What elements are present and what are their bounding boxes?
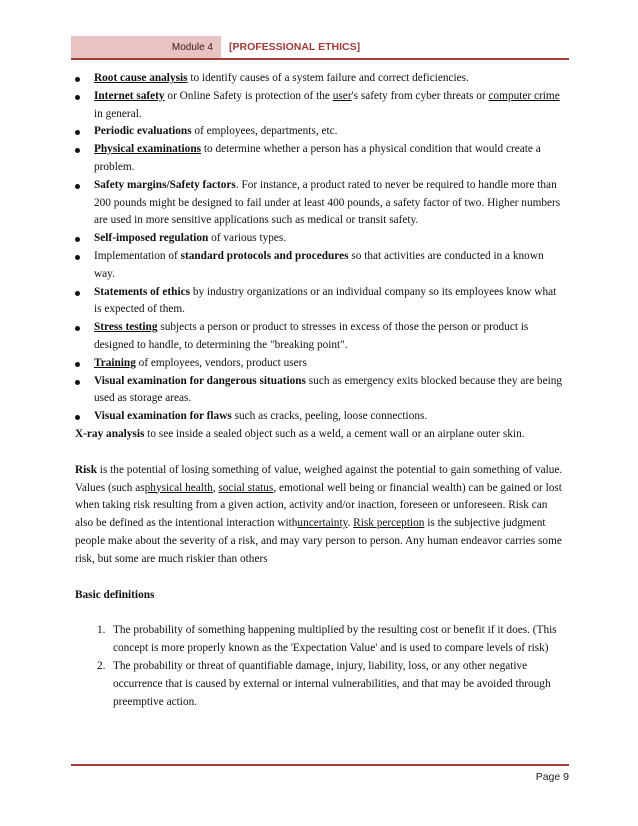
bullet-icon: [75, 291, 80, 296]
list-item: Implementation of standard protocols and procedures so that activities are conducted in a known way.: [75, 248, 565, 284]
bullet-icon: [75, 77, 80, 82]
module-label: Module 4: [71, 36, 221, 58]
term: Visual examination for flaws: [94, 410, 232, 423]
link-computer-crime[interactable]: computer crime: [488, 89, 560, 102]
list-item: Internet safety or Online Safety is protection of the user's safety from cyber threats or computer crime in general.: [75, 88, 565, 124]
list-item: Visual examination for flaws such as cracks, peeling, loose connections.: [75, 408, 565, 426]
bullet-icon: [75, 148, 80, 153]
page-header: [71, 36, 569, 60]
term: Statements of ethics: [94, 285, 191, 298]
bullet-icon: [75, 255, 80, 260]
term: Safety margins/Safety factors: [94, 178, 236, 191]
bullet-icon: [75, 237, 80, 242]
bullet-icon: [75, 380, 80, 385]
list-item: Training of employees, vendors, product users: [75, 355, 565, 373]
list-item: Root cause analysis to identify causes of a system failure and correct deficiencies.: [75, 70, 565, 88]
xray-paragraph: X-ray analysis to see inside a sealed object such as a weld, a cement wall or an airplane outer skin.: [75, 427, 525, 440]
term: Visual examination for dangerous situations: [94, 374, 306, 387]
term: Training: [94, 356, 136, 369]
bullet-icon: [75, 415, 80, 420]
link-risk-perception[interactable]: Risk perception: [353, 517, 425, 530]
term: Internet safety: [94, 89, 165, 102]
bullet-icon: [75, 362, 80, 367]
bullet-icon: [75, 130, 80, 135]
page-number: Page 9: [535, 771, 569, 783]
page-content: [75, 70, 565, 711]
risk-paragraph: Risk is the potential of losing something of value, weighed against the potential to gain something of value. Values (such asphysical health, social status, emotional well being or financial wealth) can be gained or lost when taking risk resulting from a given action, activity and/or inaction, foreseen or unforeseen. Risk can also be defined as the intentional interaction withuncertainty. Risk perception is the subjective judgment people make about the severity of a risk, and may vary person to person. Any human endeavor carries some risk, but some are much riskier than others: [75, 463, 563, 565]
term: Root cause analysis: [94, 72, 188, 84]
term: Stress testing: [94, 321, 158, 334]
list-item: Visual examination for dangerous situations such as emergency exits blocked because they are being used as storage areas.: [75, 373, 565, 409]
list-item: 1. The probability of something happening multiplied by the resulting cost or benefit if it does. (This concept is more properly known as the 'Expectation Value' and is used to compare levels of risk): [97, 624, 557, 655]
link-physical-health[interactable]: physical health: [144, 481, 213, 494]
link-user[interactable]: user: [332, 89, 352, 102]
list-item: Self-imposed regulation of various types.: [75, 230, 565, 248]
bullet-icon: [75, 326, 80, 331]
list-item: Stress testing subjects a person or product to stresses in excess of those the person or product is designed to handle, to determining the "breaking point".: [75, 319, 565, 355]
document-title: [PROFESSIONAL ETHICS]: [229, 41, 361, 53]
definitions-list: [75, 622, 565, 711]
link-uncertainty[interactable]: uncertainty: [297, 517, 348, 530]
list-item: Statements of ethics by industry organizations or an individual company so its employees know what is expected of them.: [75, 284, 565, 320]
list-item: Periodic evaluations of employees, departments, etc.: [75, 123, 565, 141]
bullet-icon: [75, 95, 80, 100]
term: Self-imposed regulation: [94, 232, 209, 245]
safety-measures-list: [75, 70, 565, 426]
term: Physical examinations: [94, 143, 202, 156]
list-item: Safety margins/Safety factors. For instance, a product rated to never be required to handle more than 200 pounds might be designed to fail under at least 400 pounds, a safety factor of two. Higher numbers are used in more sensitive applications such as medical or transit safety.: [75, 177, 565, 230]
page-footer: [71, 764, 569, 783]
bullet-icon: [75, 184, 80, 189]
list-item: Physical examinations to determine whether a person has a physical condition that would create a problem.: [75, 141, 565, 177]
term: standard protocols and procedures: [180, 249, 349, 262]
link-social-status[interactable]: social status: [218, 481, 274, 494]
list-item: 2. The probability or threat of quantifiable damage, injury, liability, loss, or any other negative occurrence that is caused by external or internal vulnerabilities, and that may be avoided through preemptive action.: [97, 659, 551, 708]
section-heading: Basic definitions: [75, 588, 155, 601]
term: Periodic evaluations: [94, 125, 192, 138]
